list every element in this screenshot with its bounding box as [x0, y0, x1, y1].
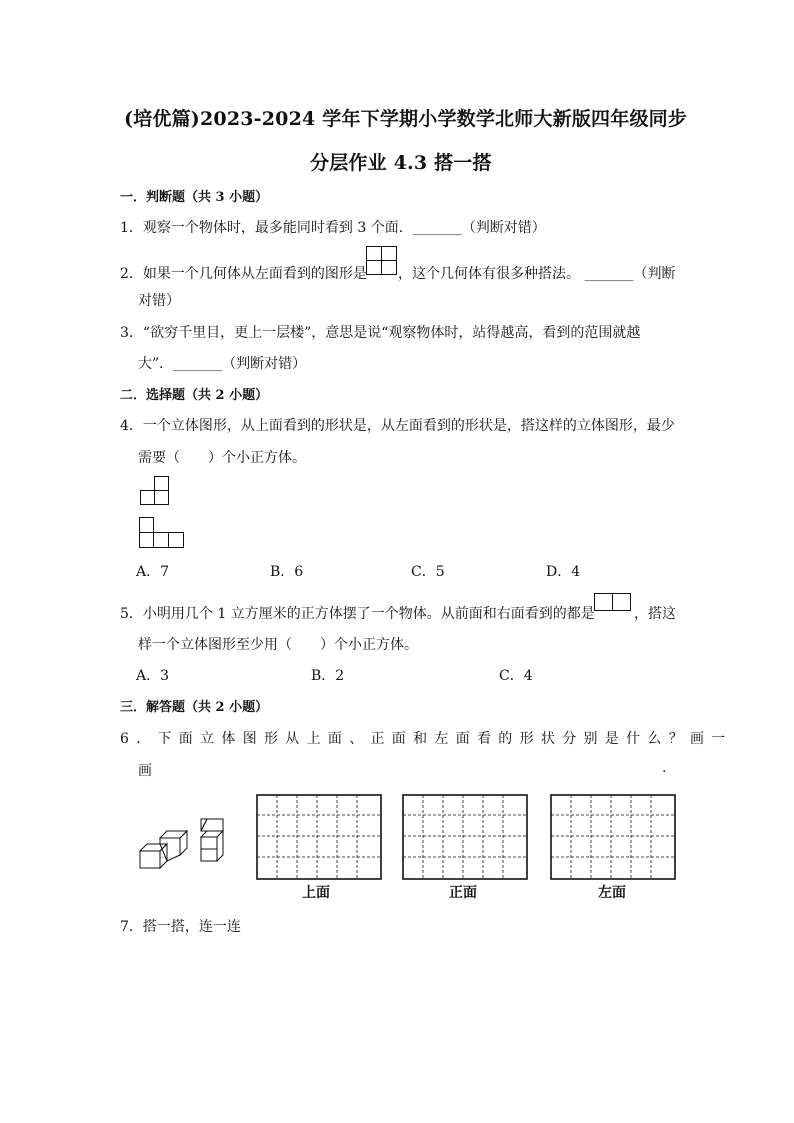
question-5-text-c: 样一个立体图形至少用（ ）个小正方体。	[138, 637, 418, 653]
question-3-text-a: 3．“欲穷千里目，更上一层楼”，意思是说“观察物体时，站得越高，看到的范围就越	[120, 325, 641, 341]
question-4-text-b: 需要（ ）个小正方体。	[138, 450, 306, 466]
grid-label-front: 正面	[449, 885, 477, 901]
question-2-text-c: 对错）	[138, 293, 180, 309]
grid-label-left: 左面	[598, 885, 626, 901]
question-7: 7．搭一搭，连一连	[120, 919, 241, 935]
page-title-line2: 分层作业 4.3 搭一搭	[310, 152, 492, 174]
page-title-line1: (培优篇)2023-2024 学年下学期小学数学北师大新版四年级同步	[124, 108, 688, 130]
q4-left-view-figure	[139, 517, 185, 549]
grid-top-view[interactable]	[256, 794, 382, 880]
grid-front-view[interactable]	[402, 794, 528, 880]
question-1: 1．观察一个物体时，最多能同时看到 3 个面．_______（判断对错）	[120, 220, 546, 236]
question-4-text-a: 4．一个立体图形，从上面看到的形状是，从左面看到的形状是，搭这样的立体图形，最少	[120, 418, 675, 434]
q4-option-b: B．6	[270, 564, 304, 580]
q4-option-d: D．4	[546, 564, 581, 580]
q4-option-c: C．5	[411, 564, 445, 580]
section-heading-solution: 三．解答题（共 2 小题）	[120, 700, 269, 715]
question-6-text-a: 6．下面立体图形从上面、正面和左面看的形状分别是什么？画一	[120, 731, 733, 747]
section-heading-choice: 二．选择题（共 2 小题）	[120, 388, 269, 403]
q5-front-right-view-figure	[594, 593, 632, 613]
grid-label-top: 上面	[302, 885, 330, 901]
q5-option-b: B．2	[311, 668, 345, 684]
question-6-text-b: 画	[138, 763, 152, 779]
q4-option-a: A．7	[136, 564, 170, 580]
question-5-text-b: ，搭这	[634, 606, 676, 622]
q4-top-view-figure	[139, 476, 171, 506]
question-2-text-b: ，这个几何体有很多种搭法。 _______（判断	[398, 266, 676, 282]
question-3-text-b: 大”．_______（判断对错）	[138, 356, 307, 372]
q5-option-c: C．4	[499, 668, 533, 684]
section-heading-judgment: 一．判断题（共 3 小题）	[120, 190, 269, 205]
grid-left-view[interactable]	[550, 794, 676, 880]
question-6-dot: .	[662, 760, 667, 776]
q5-option-a: A．3	[136, 668, 170, 684]
question-5-text-a: 5．小明用几个 1 立方厘米的正方体摆了一个物体。从前面和右面看到的都是	[120, 606, 595, 622]
question-2-text-a: 2．如果一个几何体从左面看到的图形是	[120, 266, 367, 282]
q6-solid-figure	[136, 818, 228, 872]
q2-left-view-figure	[366, 246, 398, 276]
